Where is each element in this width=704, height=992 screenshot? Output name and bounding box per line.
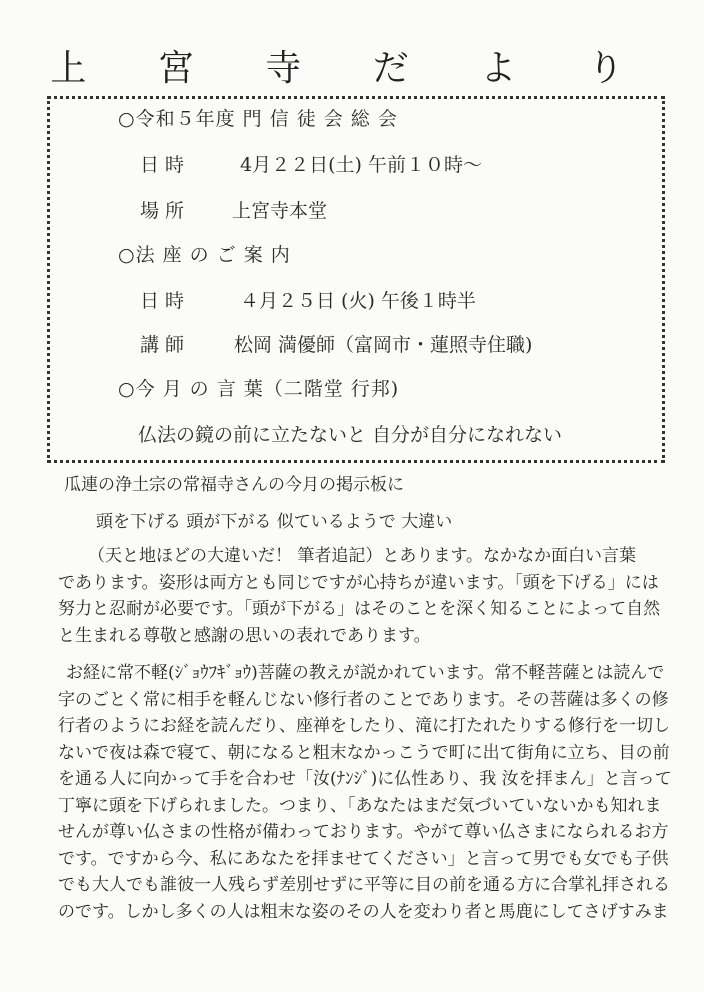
sermon-date-label: 日 時 [140,290,185,312]
words-heading: ○今 月 の 言 葉（二階堂 行邦) [118,378,400,400]
paragraph-1 [58,543,661,649]
paragraph-line: でも大人でも誰彼一人残らず差別せずに平等に目の前を通る方に合掌礼拝される [58,875,670,895]
words-text: 仏法の鏡の前に立たないと 自分が自分になれない [138,424,563,446]
paragraph-line: のです。しかし多くの人は粗末な姿のその人を変わり者と馬鹿にしてさげすみま [58,901,669,922]
quote-text: 頭を下げる 頭が下がる 似ているようで 大違い [96,512,453,532]
meeting-place: 上宮寺本堂 [232,200,328,222]
meeting-heading: ○令和５年度 門 信 徒 会 総 会 [118,108,398,130]
intro-text: 瓜連の浄土宗の常福寺さんの今月の掲示板に [64,475,404,495]
paragraph-line: と生まれる尊敬と感謝の思いの表れであります。 [58,625,431,646]
meeting-place-label: 場 所 [140,200,185,222]
sermon-date: ４月２５日 (火) 午後１時半 [240,290,476,312]
paragraph-line: です。ですから今、私にあなたを拝ませてください」と言って男でも女でも子供 [58,848,669,869]
paragraph-line: 努力と忍耐が必要です。「頭が下がる」はそのことを深く知ることによって自然 [58,599,661,619]
paragraph-line: 行者のようにお経を読んだり、座禅をしたり、滝に打たれたりする修行を一切し [58,716,670,736]
paragraph-line: 丁寧に頭を下げられました。つまり、「あなたはまだ気づいていないかも知れま [58,795,662,816]
meeting-date-label: 日 時 [140,154,185,176]
paragraph-line: （天と地ほどの大違いだ！ 筆者追記）とあります。なかなか面白い言葉 [88,546,637,566]
paragraph-line: であります。姿形は両方とも同じですが心持ちが違います。「頭を下げる」には [58,572,659,593]
lecturer-label: 講 師 [140,334,185,356]
lecturer: 松岡 満優師（富岡市・蓮照寺住職) [234,334,533,356]
meeting-date: 4月２２日(土) 午前１０時～ [240,154,482,176]
paragraph-line: お経に常不軽(ｼﾞｮｳﾌｷﾞｮｳ)菩薩の教えが説かれています。常不軽菩薩とは読んで [66,663,665,683]
paragraph-line: せんが尊い仏さまの性格が備わっております。やがて尊い仏さまになられるお方 [58,822,669,842]
paragraph-2 [58,660,672,925]
paragraph-line: 字のごとく常に相手を軽んじない修行者のことであります。その菩薩は多くの修 [58,689,669,710]
page-title: 上 宮 寺 だ よ り [50,48,654,89]
paragraph-line: を通る人に向かって手を合わせ「汝(ﾅﾝｼﾞ)に仏性あり、我 汝を拝まん」と言って [58,769,672,789]
sermon-heading: ○法 座 の ご 案 内 [118,244,291,266]
paragraph-line: ないで夜は森で寝て、朝になると粗末なかっこうで町に出て街角に立ち、目の前 [58,742,670,763]
